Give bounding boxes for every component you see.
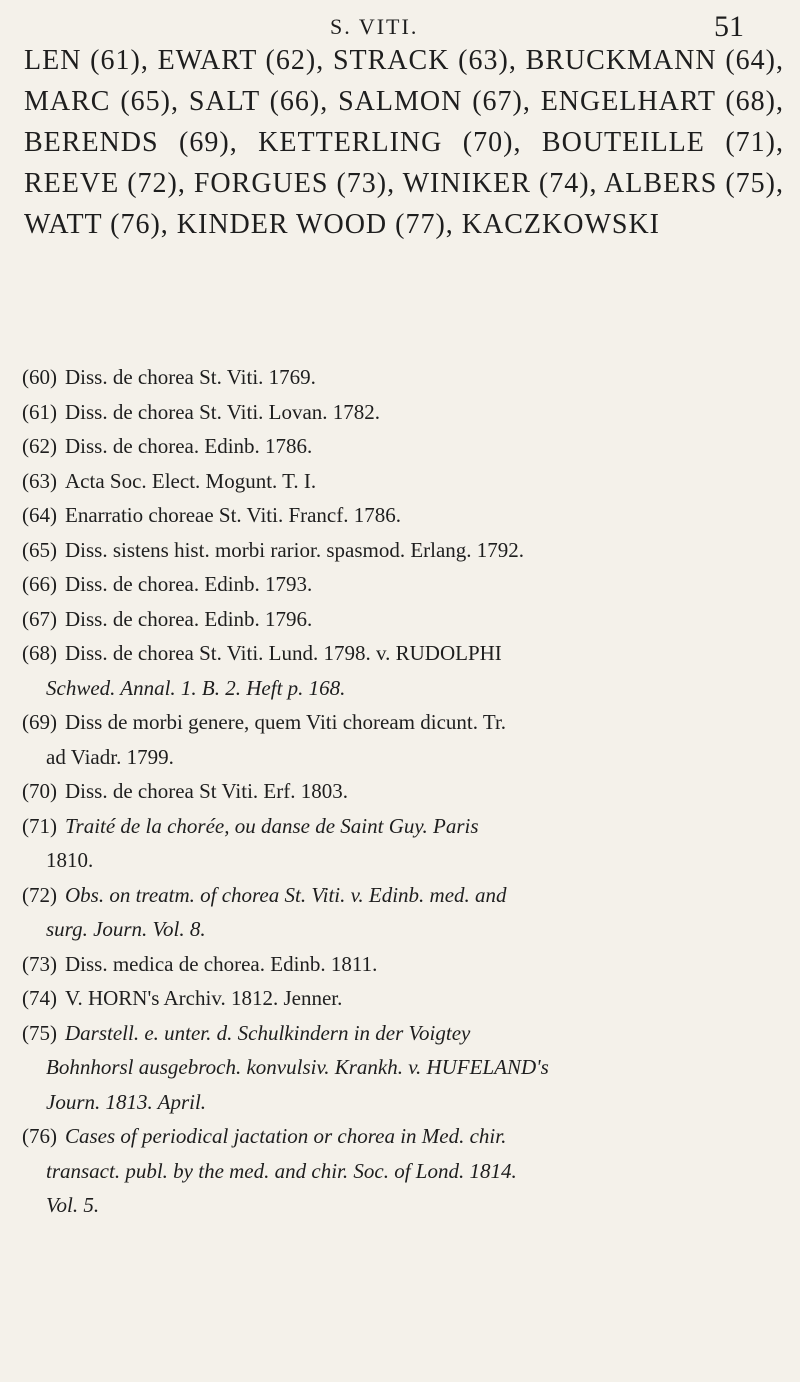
reference-63 (22, 464, 782, 499)
reference-70 (22, 774, 782, 809)
reference-number: (76) (22, 1124, 57, 1148)
reference-76 (22, 1119, 782, 1223)
reference-text: Enarratio choreae St. Viti. Francf. 1786. (65, 503, 401, 527)
reference-continuation: ad Viadr. 1799. (46, 744, 174, 769)
reference-text: Diss. de chorea. Edinb. 1796. (65, 606, 313, 631)
reference-text: Cases of periodical jactation or chorea in Med. chir. (65, 1124, 507, 1148)
reference-71 (22, 809, 782, 878)
reference-number: (69) (22, 710, 57, 734)
reference-number: (73) (22, 951, 57, 976)
reference-text: Diss. de chorea St. Viti. Lund. 1798. v. RUDOLPHI (65, 641, 502, 665)
reference-number: (66) (22, 572, 57, 596)
reference-text: V. HORN's Archiv. 1812. Jenner. (65, 986, 343, 1010)
reference-continuation: Bohnhorsl ausgebroch. konvulsiv. Krankh. v. HUFELAND's (46, 1055, 549, 1079)
reference-61 (22, 395, 782, 430)
reference-number: (71) (22, 813, 57, 838)
reference-number: (61) (22, 399, 57, 424)
reference-text: Acta Soc. Elect. Mogunt. T. I. (65, 468, 317, 493)
reference-74 (22, 981, 782, 1016)
reference-number: (72) (22, 882, 57, 907)
reference-65 (22, 533, 782, 568)
reference-text: Diss. sistens hist. morbi rarior. spasmod. Erlang. 1792. (65, 537, 525, 562)
reference-67 (22, 602, 782, 637)
reference-68 (22, 636, 782, 705)
reference-text: Darstell. e. unter. d. Schulkindern in der Voigtey (65, 1020, 471, 1045)
reference-text: Traité de la chorée, ou danse de Saint Guy. Paris (65, 813, 479, 838)
reference-continuation: surg. Journ. Vol. 8. (46, 917, 206, 941)
reference-text: Diss de morbi genere, quem Viti choream dicunt. Tr. (65, 710, 507, 734)
reference-62 (22, 429, 782, 464)
reference-75 (22, 1016, 782, 1120)
reference-text: Diss. medica de chorea. Edinb. 1811. (65, 951, 378, 976)
reference-number: (67) (22, 606, 57, 631)
reference-64 (22, 498, 782, 533)
reference-66 (22, 567, 782, 602)
reference-continuation-2: Journ. 1813. April. (46, 1089, 207, 1114)
reference-number: (64) (22, 503, 57, 527)
reference-60 (22, 360, 782, 395)
reference-number: (68) (22, 641, 57, 665)
reference-number: (75) (22, 1020, 57, 1045)
running-head: S. VITI. (330, 14, 419, 39)
references-list (22, 360, 782, 1223)
reference-continuation: 1810. (46, 848, 94, 872)
reference-number: (62) (22, 434, 57, 458)
reference-number: (63) (22, 468, 57, 493)
reference-number: (70) (22, 779, 57, 803)
reference-72 (22, 878, 782, 947)
reference-text: Obs. on treatm. of chorea St. Viti. v. Edinb. med. and (65, 882, 507, 907)
reference-continuation: Schwed. Annal. 1. B. 2. Heft p. 168. (46, 675, 346, 700)
reference-continuation-2: Vol. 5. (46, 1193, 100, 1217)
page-number: 51 (714, 10, 744, 43)
reference-number: (60) (22, 365, 57, 389)
reference-text: Diss. de chorea St. Viti. 1769. (65, 365, 316, 389)
reference-number: (65) (22, 537, 57, 562)
reference-text: Diss. de chorea St. Viti. Lovan. 1782. (65, 399, 381, 424)
authors-paragraph: LEN (61), EWART (62), STRACK (63), BRUCKMANN (64), MARC (65), SALT (66), SALMON (67), ENGELHART (68), BERENDS (69), KETTERLING (70), BOUTEILLE (71), REEVE (72), FORGUES (73), WINIKER (74), ALBERS (75), WATT (76), KINDER WOOD (77), KACZKOWSKI (24, 45, 784, 240)
reference-69 (22, 705, 782, 774)
reference-73 (22, 947, 782, 982)
reference-continuation: transact. publ. by the med. and chir. Soc. of Lond. 1814. (46, 1158, 517, 1183)
reference-text: Diss. de chorea. Edinb. 1786. (65, 434, 313, 458)
reference-text: Diss. de chorea. Edinb. 1793. (65, 572, 313, 596)
reference-text: Diss. de chorea St Viti. Erf. 1803. (65, 779, 348, 803)
reference-number: (74) (22, 986, 57, 1010)
